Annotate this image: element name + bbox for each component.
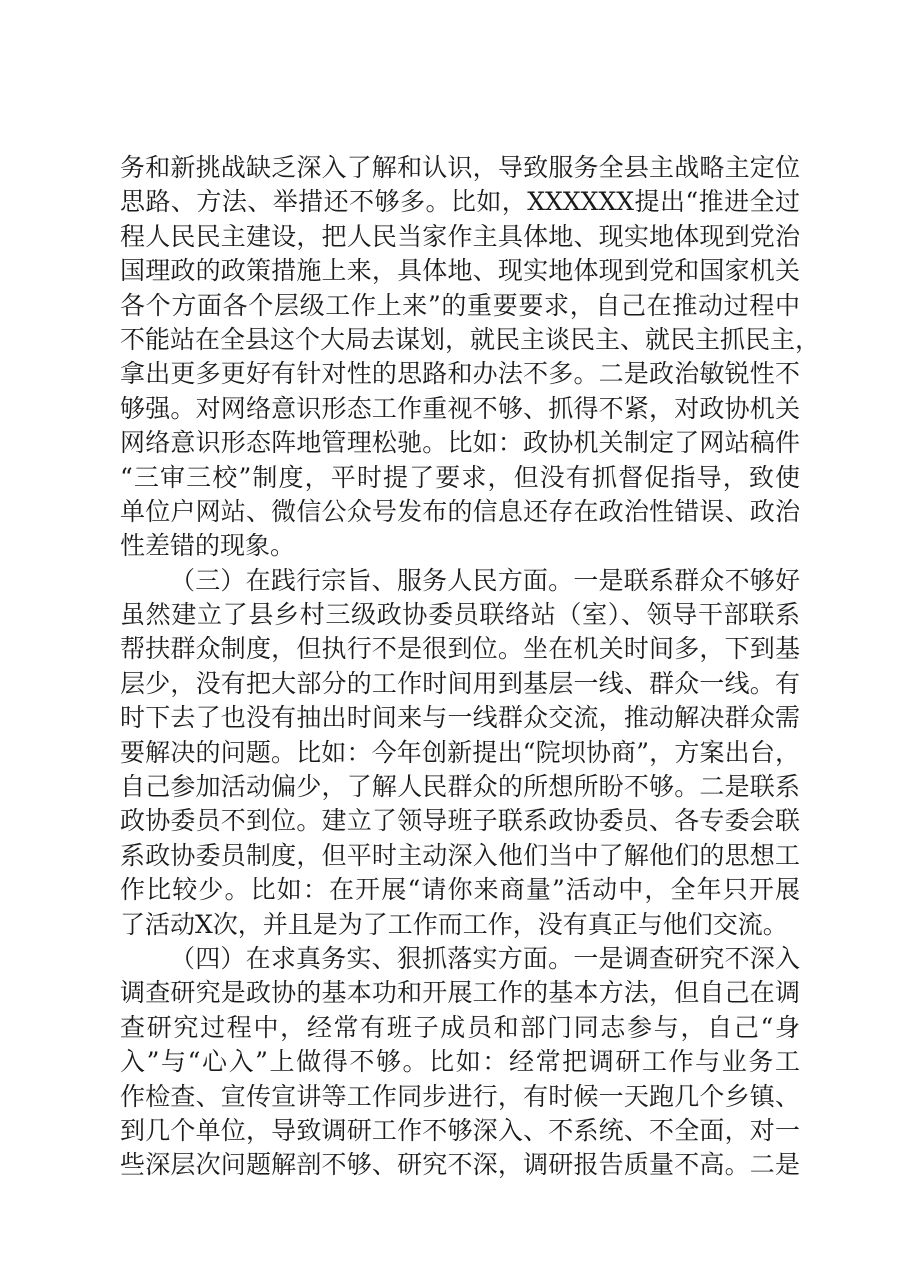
paragraph-end-line: 了活动X次，并且是为了工作而工作，没有真正与他们交流。	[120, 909, 788, 939]
text-line: 政协委员不到位。建立了领导班子联系政协委员、各专委会联	[120, 806, 800, 836]
text-line: 单位户网站、微信公众号发布的信息还存在政治性错误、政治	[120, 496, 800, 526]
text-line: 程人民民主建设，把人民当家作主具体地、现实地体现到党治	[120, 221, 800, 251]
text-line: 入”与“心入”上做得不够。比如：经常把调研工作与业务工	[120, 1047, 800, 1077]
text-line: 自己参加活动偏少，了解人民群众的所想所盼不够。二是联系	[120, 772, 800, 802]
text-line: 要解决的问题。比如：今年创新提出“院坝协商”，方案出台，	[120, 737, 800, 767]
paragraph-end-line: 性差错的现象。	[120, 531, 296, 561]
text-line: 思路、方法、举措还不够多。比如，XXXXXX提出“推进全过	[120, 187, 800, 217]
text-line: 层少，没有把大部分的工作时间用到基层一线、群众一线。有	[120, 668, 800, 698]
text-line: 些深层次问题解剖不够、研究不深，调研报告质量不高。二是	[120, 1150, 800, 1180]
text-line: 不能站在全县这个大局去谋划，就民主谈民主、就民主抓民主，	[120, 324, 821, 354]
text-line: 虽然建立了县乡村三级政协委员联络站（室）、领导干部联系	[120, 600, 800, 630]
text-line: 调查研究是政协的基本功和开展工作的基本方法，但自己在调	[120, 978, 800, 1008]
text-line: 网络意识形态阵地管理松驰。比如：政协机关制定了网站稿件	[120, 428, 800, 458]
text-line: “三审三校”制度，平时提了要求，但没有抓督促指导，致使	[120, 462, 800, 492]
text-line: 作比较少。比如：在开展“请你来商量”活动中，全年只开展	[120, 875, 800, 905]
text-line: 作检查、宣传宣讲等工作同步进行，有时候一天跑几个乡镇、	[120, 1081, 800, 1111]
text-line: 帮扶群众制度，但执行不是很到位。坐在机关时间多，下到基	[120, 634, 800, 664]
text-line: 够强。对网络意识形态工作重视不够、抓得不紧，对政协机关	[120, 393, 800, 423]
text-line: 拿出更多更好有针对性的思路和办法不多。二是政治敏锐性不	[120, 359, 800, 389]
text-line: 各个方面各个层级工作上来”的重要要求，自己在推动过程中	[120, 290, 800, 320]
text-line: 时下去了也没有抽出时间来与一线群众交流，推动解决群众需	[120, 703, 800, 733]
body-text	[120, 151, 821, 1183]
section-heading-line: （四）在求真务实、狠抓落实方面。一是调查研究不深入	[170, 943, 800, 973]
text-line: 务和新挑战缺乏深入了解和认识，导致服务全县主战略主定位	[120, 153, 800, 182]
section-heading-line: （三）在践行宗旨、服务人民方面。一是联系群众不够好	[170, 565, 800, 595]
text-line: 国理政的政策措施上来，具体地、现实地体现到党和国家机关	[120, 256, 800, 286]
text-line: 到几个单位，导致调研工作不够深入、不系统、不全面，对一	[120, 1115, 800, 1145]
text-line: 系政协委员制度，但平时主动深入他们当中了解他们的思想工	[120, 840, 800, 870]
text-line: 查研究过程中，经常有班子成员和部门同志参与，自己“身	[120, 1012, 800, 1042]
